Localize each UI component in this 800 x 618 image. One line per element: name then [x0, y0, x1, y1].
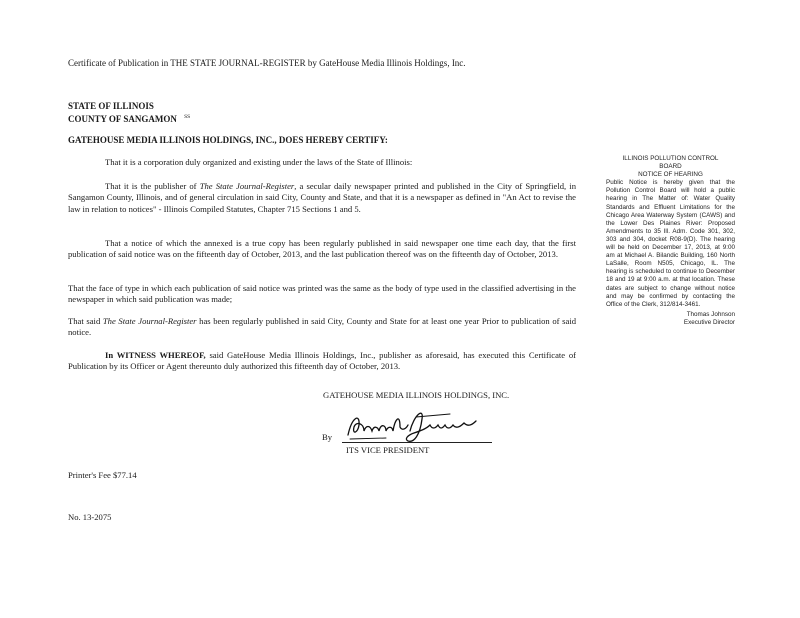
paragraph-type-face: That the face of type in which each publication of said notice was printed was the same as the body of type used in the classified advertising in the newspaper in which said publication was made;: [68, 283, 576, 305]
witness-lead: In WITNESS WHEREOF,: [105, 350, 206, 360]
p2-body-text: , a secular daily newspaper printed and published in the City of Springfield, in Sangamon County, Illinois, and of general circulation in said City, County and State, and that it is a newspaper as defined in "An Act to revise the law in relation to notices" - Illinois Compiled Statutes, Chapter 715 Sections 1 and 5.: [68, 181, 576, 214]
clipping-signer: Thomas Johnson: [686, 310, 735, 318]
signature-company: GATEHOUSE MEDIA ILLINOIS HOLDINGS, INC.: [323, 390, 510, 400]
signature-line: [342, 442, 492, 443]
witness-body: said GateHouse Media Illinois Holdings, Inc., publisher as aforesaid, has executed this Certificate of Publication by its Officer or Agent thereunto duly authorized this fifteenth day of October, 2013.: [68, 350, 576, 372]
certify-heading: GATEHOUSE MEDIA ILLINOIS HOLDINGS, INC., DOES HEREBY CERTIFY:: [68, 135, 388, 145]
venue-state: STATE OF ILLINOIS: [68, 101, 154, 111]
venue-county: [68, 112, 190, 125]
clipping-title-2: BOARD: [659, 163, 682, 171]
paragraph-notice-published: That a notice of which the annexed is a true copy has been regularly published in said newspaper one time each day, that the first publication of said notice was on the fifteenth day of October, 2013, and the last publication thereof was on the fifteenth day of October, 2013.: [68, 238, 576, 260]
paragraph-corporation: That it is a corporation duly organized and existing under the laws of the State of Illinois:: [105, 157, 413, 167]
certificate-header: Certificate of Publication in THE STATE JOURNAL-REGISTER by GateHouse Media Illinois Holdings, Inc.: [68, 58, 466, 68]
printers-fee: Printer's Fee $77.14: [68, 470, 137, 480]
venue-county-text: COUNTY OF SANGAMON: [68, 114, 177, 124]
signature-title: ITS VICE PRESIDENT: [346, 445, 430, 455]
venue-ss: SS: [184, 114, 191, 120]
signature-by-label: By: [322, 432, 333, 442]
certificate-number: No. 13-2075: [68, 512, 112, 522]
paragraph-witness: [68, 350, 576, 373]
handwritten-signature: [342, 405, 492, 445]
clipping-title-1: ILLINOIS POLLUTION CONTROL: [622, 155, 719, 162]
clipping-signer-title: Executive Director: [683, 318, 735, 326]
paragraph-regular-publication: [68, 316, 576, 339]
p5-body-text: has been regularly published in said City, County and State for at least one year Prior to publication of said notice.: [68, 316, 577, 338]
clipping-title-3: NOTICE OF HEARING: [638, 171, 703, 179]
p2-newspaper-name: The State Journal-Register: [199, 181, 295, 191]
p2-lead-text: That it is the publisher of: [105, 181, 200, 191]
paragraph-publisher: [68, 181, 576, 215]
p5-newspaper-name: The State Journal-Register: [102, 316, 197, 326]
legal-notice-clipping: [606, 155, 735, 327]
p5-lead-text: That said: [68, 316, 103, 326]
clipping-body: Public Notice is hereby given that the Pollution Control Board will hold a public hearing in The Matter of: Water Quality Standards and Effluent Limitations for the Chicago Area Waterway System (CAWS) and the Lower Des Plaines River: Proposed Amendments to 35 Ill. Adm. Code 301, 302, 303 and 304, docket R08-9(D). The hearing will be held on December 17, 2013, at 9:00 am at Michael A. Bilandic Building, 160 North LaSalle, Room N505, Chicago, IL. The hearing is scheduled to continue to December 18 and 19 at 9:00 a.m. at that location. These dates are subject to change without notice and may be confirmed by contacting the Office of the Clerk, 312/814-3461.: [606, 179, 735, 308]
